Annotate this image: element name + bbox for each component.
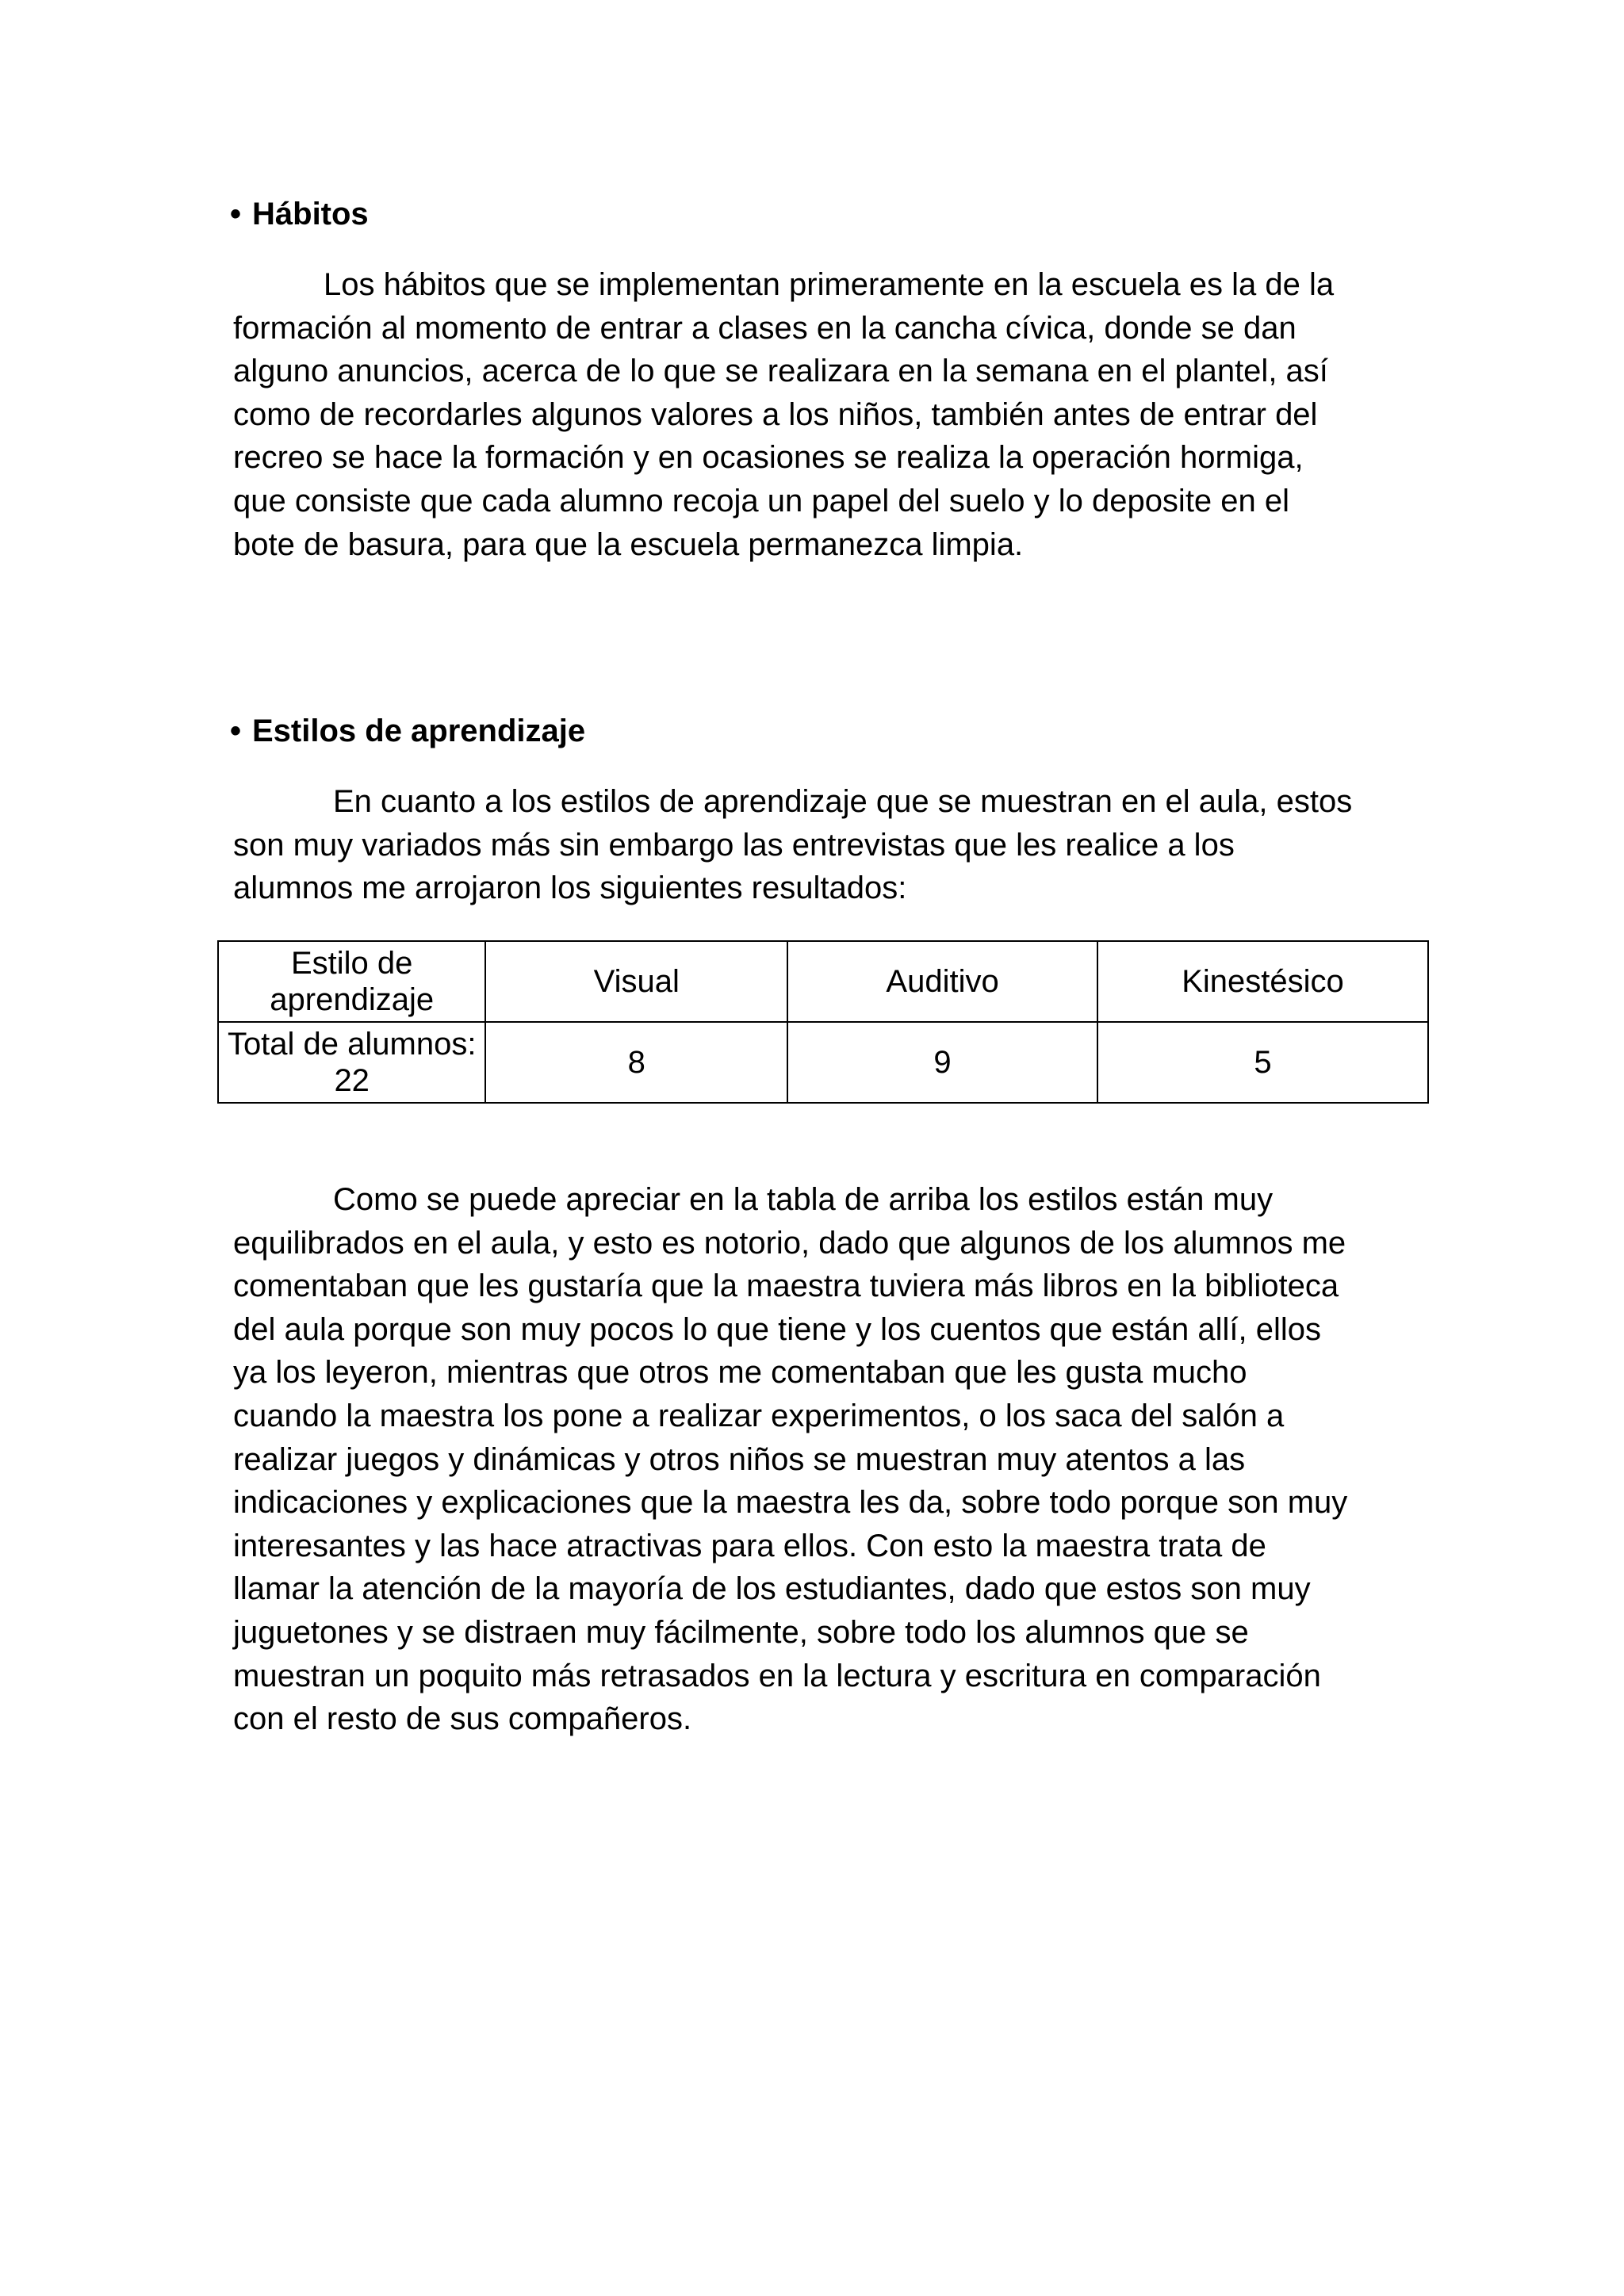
table-row <box>218 1022 1428 1103</box>
bullet-icon: • <box>230 197 242 232</box>
paragraph-line: recreo se hace la formación y en ocasiones se realiza la operación hormiga, <box>233 440 1304 476</box>
learning-styles-table <box>217 940 1429 1104</box>
paragraph-line: indicaciones y explicaciones que la maestra les da, sobre todo porque son muy <box>233 1485 1348 1521</box>
paragraph-line: llamar la atención de la mayoría de los estudiantes, dado que estos son muy <box>233 1571 1311 1607</box>
table-cell: 8 <box>485 1022 787 1103</box>
table-cell: Total de alumnos: 22 <box>218 1022 485 1103</box>
paragraph-line: cuando la maestra los pone a realizar experimentos, o los saca del salón a <box>233 1398 1285 1433</box>
paragraph-line: como de recordarles algunos valores a los niños, también antes de entrar del <box>233 396 1318 432</box>
paragraph-line: del aula porque son muy pocos lo que tiene y los cuentos que están allí, ellos <box>233 1311 1321 1347</box>
table-header-row <box>218 941 1428 1022</box>
paragraph-line: muestran un poquito más retrasados en la lectura y escritura en comparación <box>233 1658 1321 1693</box>
paragraph-line: son muy variados más sin embargo las entrevistas que les realice a los <box>233 827 1235 863</box>
paragraph-line: interesantes y las hace atractivas para ellos. Con esto la maestra trata de <box>233 1528 1266 1563</box>
table-cell: 9 <box>787 1022 1097 1103</box>
section-title: Hábitos <box>252 197 369 232</box>
paragraph-line: Como se puede apreciar en la tabla de arriba los estilos están muy <box>333 1182 1274 1217</box>
paragraph-line: bote de basura, para que la escuela permanezca limpia. <box>233 526 1024 562</box>
paragraph-line: juguetones y se distraen muy fácilmente, sobre todo los alumnos que se <box>233 1614 1249 1650</box>
paragraph-line: equilibrados en el aula, y esto es notorio, dado que algunos de los alumnos me <box>233 1225 1346 1261</box>
estilos-intro-paragraph <box>233 780 1407 910</box>
paragraph-line: alguno anuncios, acerca de lo que se realizara en la semana en el plantel, así <box>233 354 1328 389</box>
section-title: Estilos de aprendizaje <box>252 714 586 748</box>
habitos-paragraph <box>233 263 1407 566</box>
section-heading-habitos <box>230 195 369 233</box>
table-cell: Kinestésico <box>1097 941 1428 1022</box>
paragraph-line: comentaban que les gustaría que la maestra tuviera más libros en la biblioteca <box>233 1269 1339 1304</box>
table-cell: Auditivo <box>787 941 1097 1022</box>
paragraph-line: alumnos me arrojaron los siguientes resultados: <box>233 871 907 906</box>
paragraph-line: formación al momento de entrar a clases en la cancha cívica, donde se dan <box>233 310 1297 346</box>
paragraph-line: Los hábitos que se implementan primeramente en la escuela es la de la <box>324 267 1335 302</box>
table-cell: Visual <box>485 941 787 1022</box>
section-heading-estilos <box>230 712 585 750</box>
bullet-icon: • <box>230 714 242 748</box>
paragraph-line: con el resto de sus compañeros. <box>233 1701 692 1737</box>
paragraph-line: que consiste que cada alumno recoja un papel del suelo y lo deposite en el <box>233 483 1290 519</box>
table-cell: 5 <box>1097 1022 1428 1103</box>
paragraph-line: realizar juegos y dinámicas y otros niños se muestran muy atentos a las <box>233 1441 1246 1477</box>
table-cell: Estilo de aprendizaje <box>218 941 485 1022</box>
paragraph-line: En cuanto a los estilos de aprendizaje que se muestran en el aula, estos <box>333 784 1353 819</box>
paragraph-line: ya los leyeron, mientras que otros me comentaban que les gusta mucho <box>233 1355 1247 1391</box>
estilos-conclusion-paragraph <box>233 1178 1407 1741</box>
